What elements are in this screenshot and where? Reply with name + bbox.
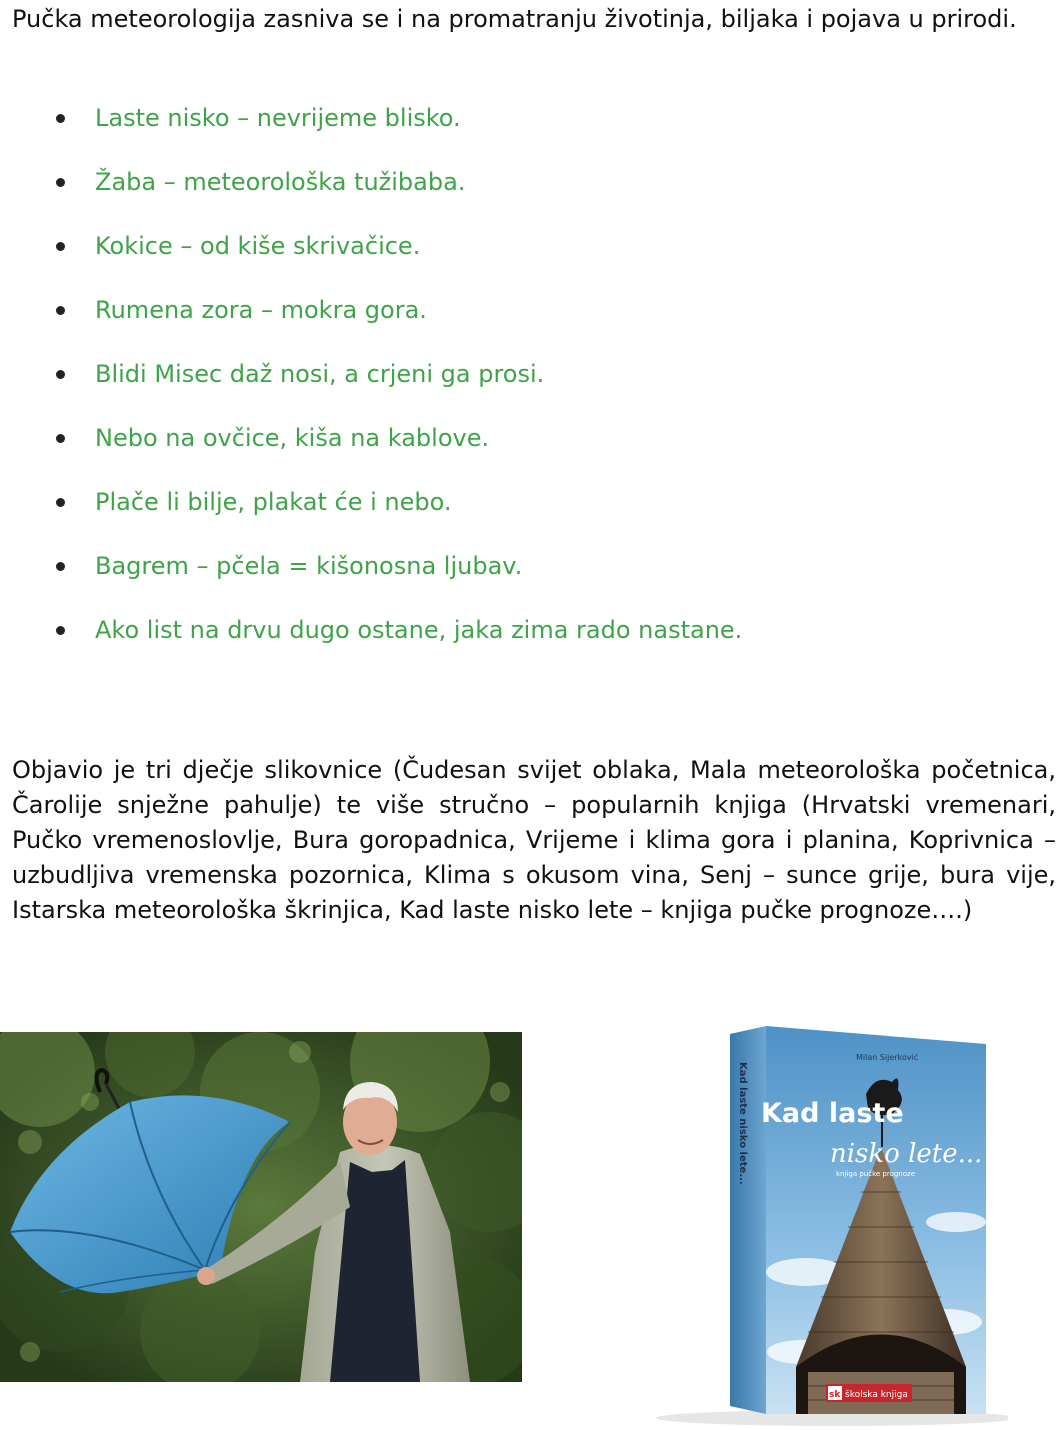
book-cover-image bbox=[636, 1022, 1008, 1426]
proverb-list bbox=[0, 101, 742, 677]
proverb-item: Rumena zora – mokra gora. bbox=[0, 293, 742, 357]
proverb-item: Kokice – od kiše skrivačice. bbox=[0, 229, 742, 293]
proverb-item: Plače li bilje, plakat će i nebo. bbox=[0, 485, 742, 549]
publisher-logo-mark: sk bbox=[829, 1390, 841, 1400]
proverb-item: Laste nisko – nevrijeme blisko. bbox=[0, 101, 742, 165]
proverb-item: Ako list na drvu dugo ostane, jaka zima rado nastane. bbox=[0, 613, 742, 677]
book-spine-title: Kad laste nisko lete... bbox=[737, 1062, 748, 1185]
book-title-line1: Kad laste bbox=[761, 1098, 904, 1129]
book-author: Milan Sijerković bbox=[856, 1053, 919, 1062]
book-publisher: školska knjiga bbox=[845, 1390, 908, 1400]
intro-paragraph: Pučka meteorologija zasniva se i na promatranju životinja, biljaka i pojava u prirodi. bbox=[12, 5, 1017, 33]
publications-paragraph: Objavio je tri dječje slikovnice (Čudesan svijet oblaka, Mala meteorološka početnica, Čarolije snježne pahulje) te više stručno – popularnih knjiga (Hrvatski vremenari, Pučko vremenoslovlje, Bura goropadnica, Vrijeme i klima gora i planina, Koprivnica – uzbudljiva vremenska pozornica, Klima s okusom vina, Senj – sunce grije, bura vije, Istarska meteorološka škrinjica, Kad laste nisko lete – knjiga pučke prognoze….) bbox=[12, 756, 1056, 924]
book-subtitle: knjiga pučke prognoze bbox=[836, 1170, 915, 1178]
photo-man-with-umbrella bbox=[0, 1032, 522, 1382]
proverb-item: Žaba – meteorološka tužibaba. bbox=[0, 165, 742, 229]
proverb-item: Bagrem – pčela = kišonosna ljubav. bbox=[0, 549, 742, 613]
book-title-line2: nisko lete... bbox=[830, 1139, 983, 1169]
proverb-item: Blidi Misec daž nosi, a crjeni ga prosi. bbox=[0, 357, 742, 421]
proverb-item: Nebo na ovčice, kiša na kablove. bbox=[0, 421, 742, 485]
